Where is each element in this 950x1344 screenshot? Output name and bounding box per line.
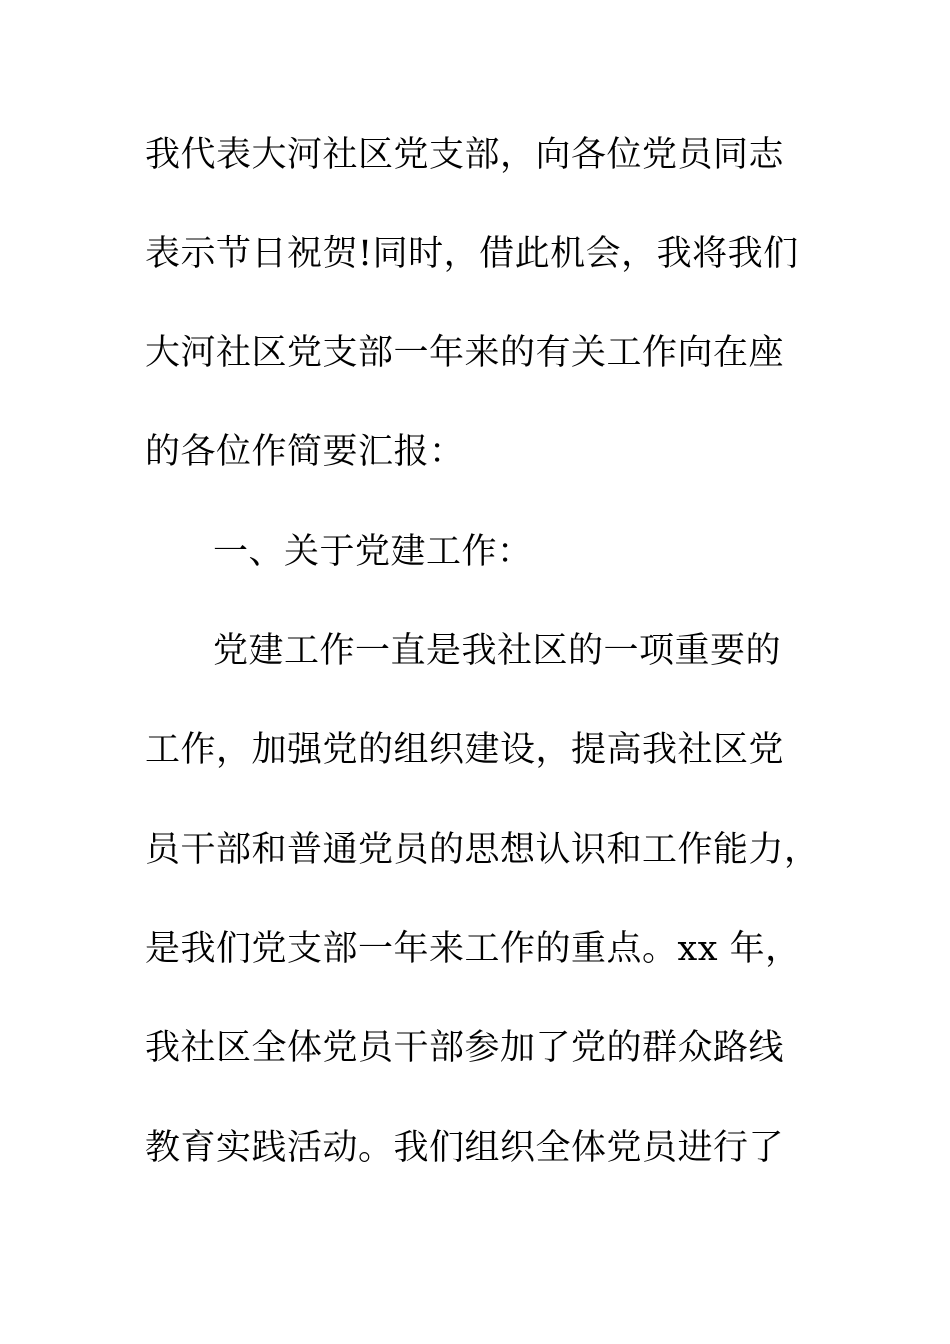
paragraph-line-11: 教育实践活动。我们组织全体党员进行了 — [145, 1128, 785, 1168]
paragraph-line-2: 表示节日祝贺!同时，借此机会，我将我们 — [145, 234, 799, 274]
paragraph-line-10: 我社区全体党员干部参加了党的群众路线 — [145, 1028, 785, 1068]
paragraph-line-3: 大河社区党支部一年来的有关工作向在座 — [145, 333, 785, 373]
section-heading: 一、关于党建工作： — [213, 532, 533, 572]
paragraph-line-4: 的各位作简要汇报： — [145, 432, 465, 472]
paragraph-line-8: 员干部和普通党员的思想认识和工作能力， — [145, 830, 820, 870]
paragraph-line-7: 工作，加强党的组织建设，提高我社区党 — [145, 730, 785, 770]
paragraph-line-6: 党建工作一直是我社区的一项重要的 — [213, 631, 782, 671]
paragraph-line-1: 我代表大河社区党支部，向各位党员同志 — [145, 135, 785, 175]
paragraph-line-9: 是我们党支部一年来工作的重点。xx 年， — [145, 929, 801, 969]
